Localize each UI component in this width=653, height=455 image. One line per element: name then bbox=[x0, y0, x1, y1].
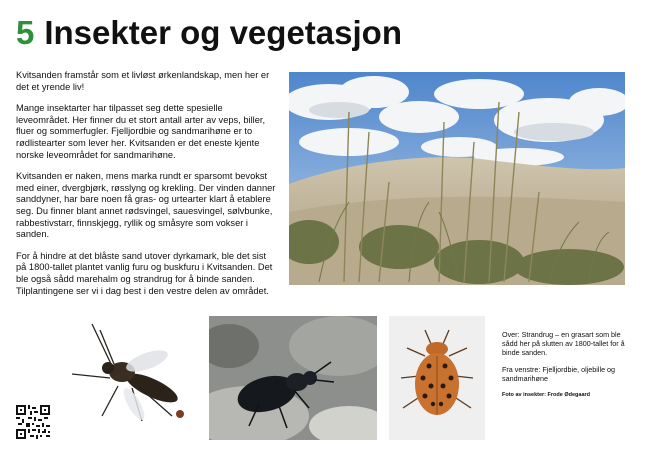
caption-above: Over: Strandrug – en grasart som ble sådd her på slutten av 1800-tallet for å binde sanden. bbox=[502, 330, 625, 357]
paragraph-planting: For å hindre at det blåste sand utover dyrkamark, ble det sist på 1800-tallet plantet vanlig furu og buskfuru i Kvitsanden. Det ble også sådd marehalm og strandrug for å binde sanden. Tilplantingene ser vi i dag best i den vestre delen av området. bbox=[16, 250, 273, 296]
oljebille-photo bbox=[209, 316, 377, 440]
caption-left: Fra venstre: Fjelljordbie, oljebille og sandmarihøne bbox=[502, 365, 616, 383]
paragraph-insects: Mange insektarter har tilpasset seg dette spesielle leveområdet. Her finner du et stort antall arter av veps, biller, fluer og sommerfugler. Fjelljordbie og sandmarihøne er to rødlistearter som lever her. Kvitsanden er det eneste kjente norske leveområdet for sandmarihøne. bbox=[16, 103, 266, 160]
qr-code[interactable] bbox=[16, 405, 50, 439]
paragraph-vegetation: Kvitsanden er naken, mens marka rundt er sparsomt bevokst med einer, dvergbjørk, røsslyng og krekling. Der vinden danner sanddyner, har bare noen få gras- og urtearter klart å etablere seg. Du finner blant annet rødsvingel, sauesvingel, sølvbunke, rabbestivstarr, finnskjegg, ryllik og småsyre som vokser i sanden. bbox=[16, 171, 276, 240]
title-text: Insekter og vegetasjon bbox=[44, 14, 402, 51]
section-number: 5 bbox=[16, 14, 35, 51]
sand-dune-photo bbox=[289, 72, 625, 285]
page-title bbox=[16, 14, 402, 58]
fjelljordbie-photo bbox=[52, 316, 188, 434]
sandmarihone-photo bbox=[389, 316, 485, 440]
paragraph-intro: Kvitsanden framstår som et livløst ørkenlandskap, men her er det et yrende liv! bbox=[16, 70, 270, 92]
photo-caption bbox=[502, 330, 632, 408]
body-text bbox=[16, 70, 278, 307]
photo-credit: Foto av insekter: Frode Ødegaard bbox=[502, 392, 591, 398]
